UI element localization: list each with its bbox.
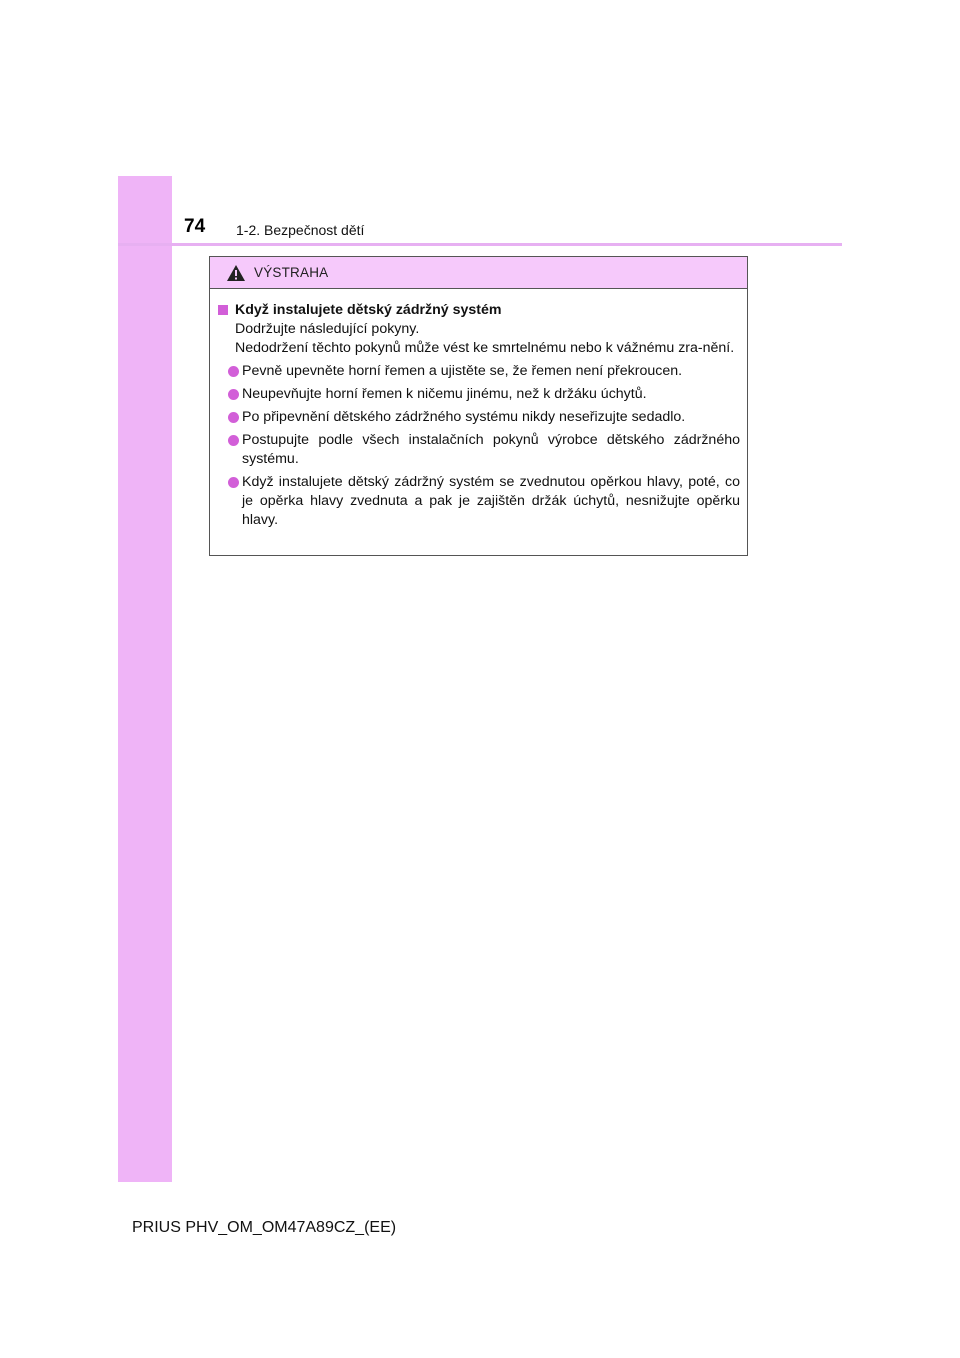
- list-item: [218, 473, 740, 530]
- warning-header: [210, 257, 747, 289]
- list-item: [218, 431, 740, 469]
- warning-intro: [218, 320, 740, 358]
- list-item: [218, 385, 740, 404]
- warning-subhead-text: Když instalujete dětský zádržný systém: [235, 302, 502, 318]
- list-item: [218, 408, 740, 427]
- bullet-dot-icon: [228, 435, 239, 446]
- list-item-text: Neupevňujte horní řemen k ničemu jinému, než k držáku úchytů.: [242, 386, 647, 402]
- warning-title: VÝSTRAHA: [254, 265, 329, 280]
- warning-box: [209, 256, 748, 556]
- header-divider: [118, 243, 842, 246]
- intro-line: Nedodržení těchto pokynů může vést ke smrtelnému nebo k vážnému zra-nění.: [235, 340, 735, 356]
- list-item-text: Postupujte podle všech instalačních pokynů výrobce dětského zádržného systému.: [242, 432, 740, 467]
- bullet-dot-icon: [228, 412, 239, 423]
- warning-subhead: [218, 301, 740, 320]
- warning-body: [210, 289, 747, 530]
- page-number: 74: [184, 216, 206, 237]
- warning-triangle-icon: [226, 264, 246, 282]
- warning-items: [218, 362, 740, 530]
- list-item-text: Po připevnění dětského zádržného systému nikdy neseřizujte sedadlo.: [242, 409, 686, 425]
- intro-line: Dodržujte následující pokyny.: [235, 321, 420, 337]
- bullet-dot-icon: [228, 366, 239, 377]
- footer-document-code: PRIUS PHV_OM_OM47A89CZ_(EE): [132, 1219, 397, 1236]
- bullet-dot-icon: [228, 477, 239, 488]
- square-bullet-icon: [218, 305, 228, 315]
- section-title: 1-2. Bezpečnost dětí: [236, 222, 365, 238]
- bullet-dot-icon: [228, 389, 239, 400]
- list-item: [218, 362, 740, 381]
- side-color-band: [118, 176, 172, 1182]
- list-item-text: Pevně upevněte horní řemen a ujistěte se, že řemen není překroucen.: [242, 363, 683, 379]
- list-item-text: Když instalujete dětský zádržný systém se zvednutou opěrkou hlavy, poté, co je opěrka hlavy zvednuta a pak je zajištěn držák úchytů, nesnižujte opěrku hlavy.: [242, 474, 740, 528]
